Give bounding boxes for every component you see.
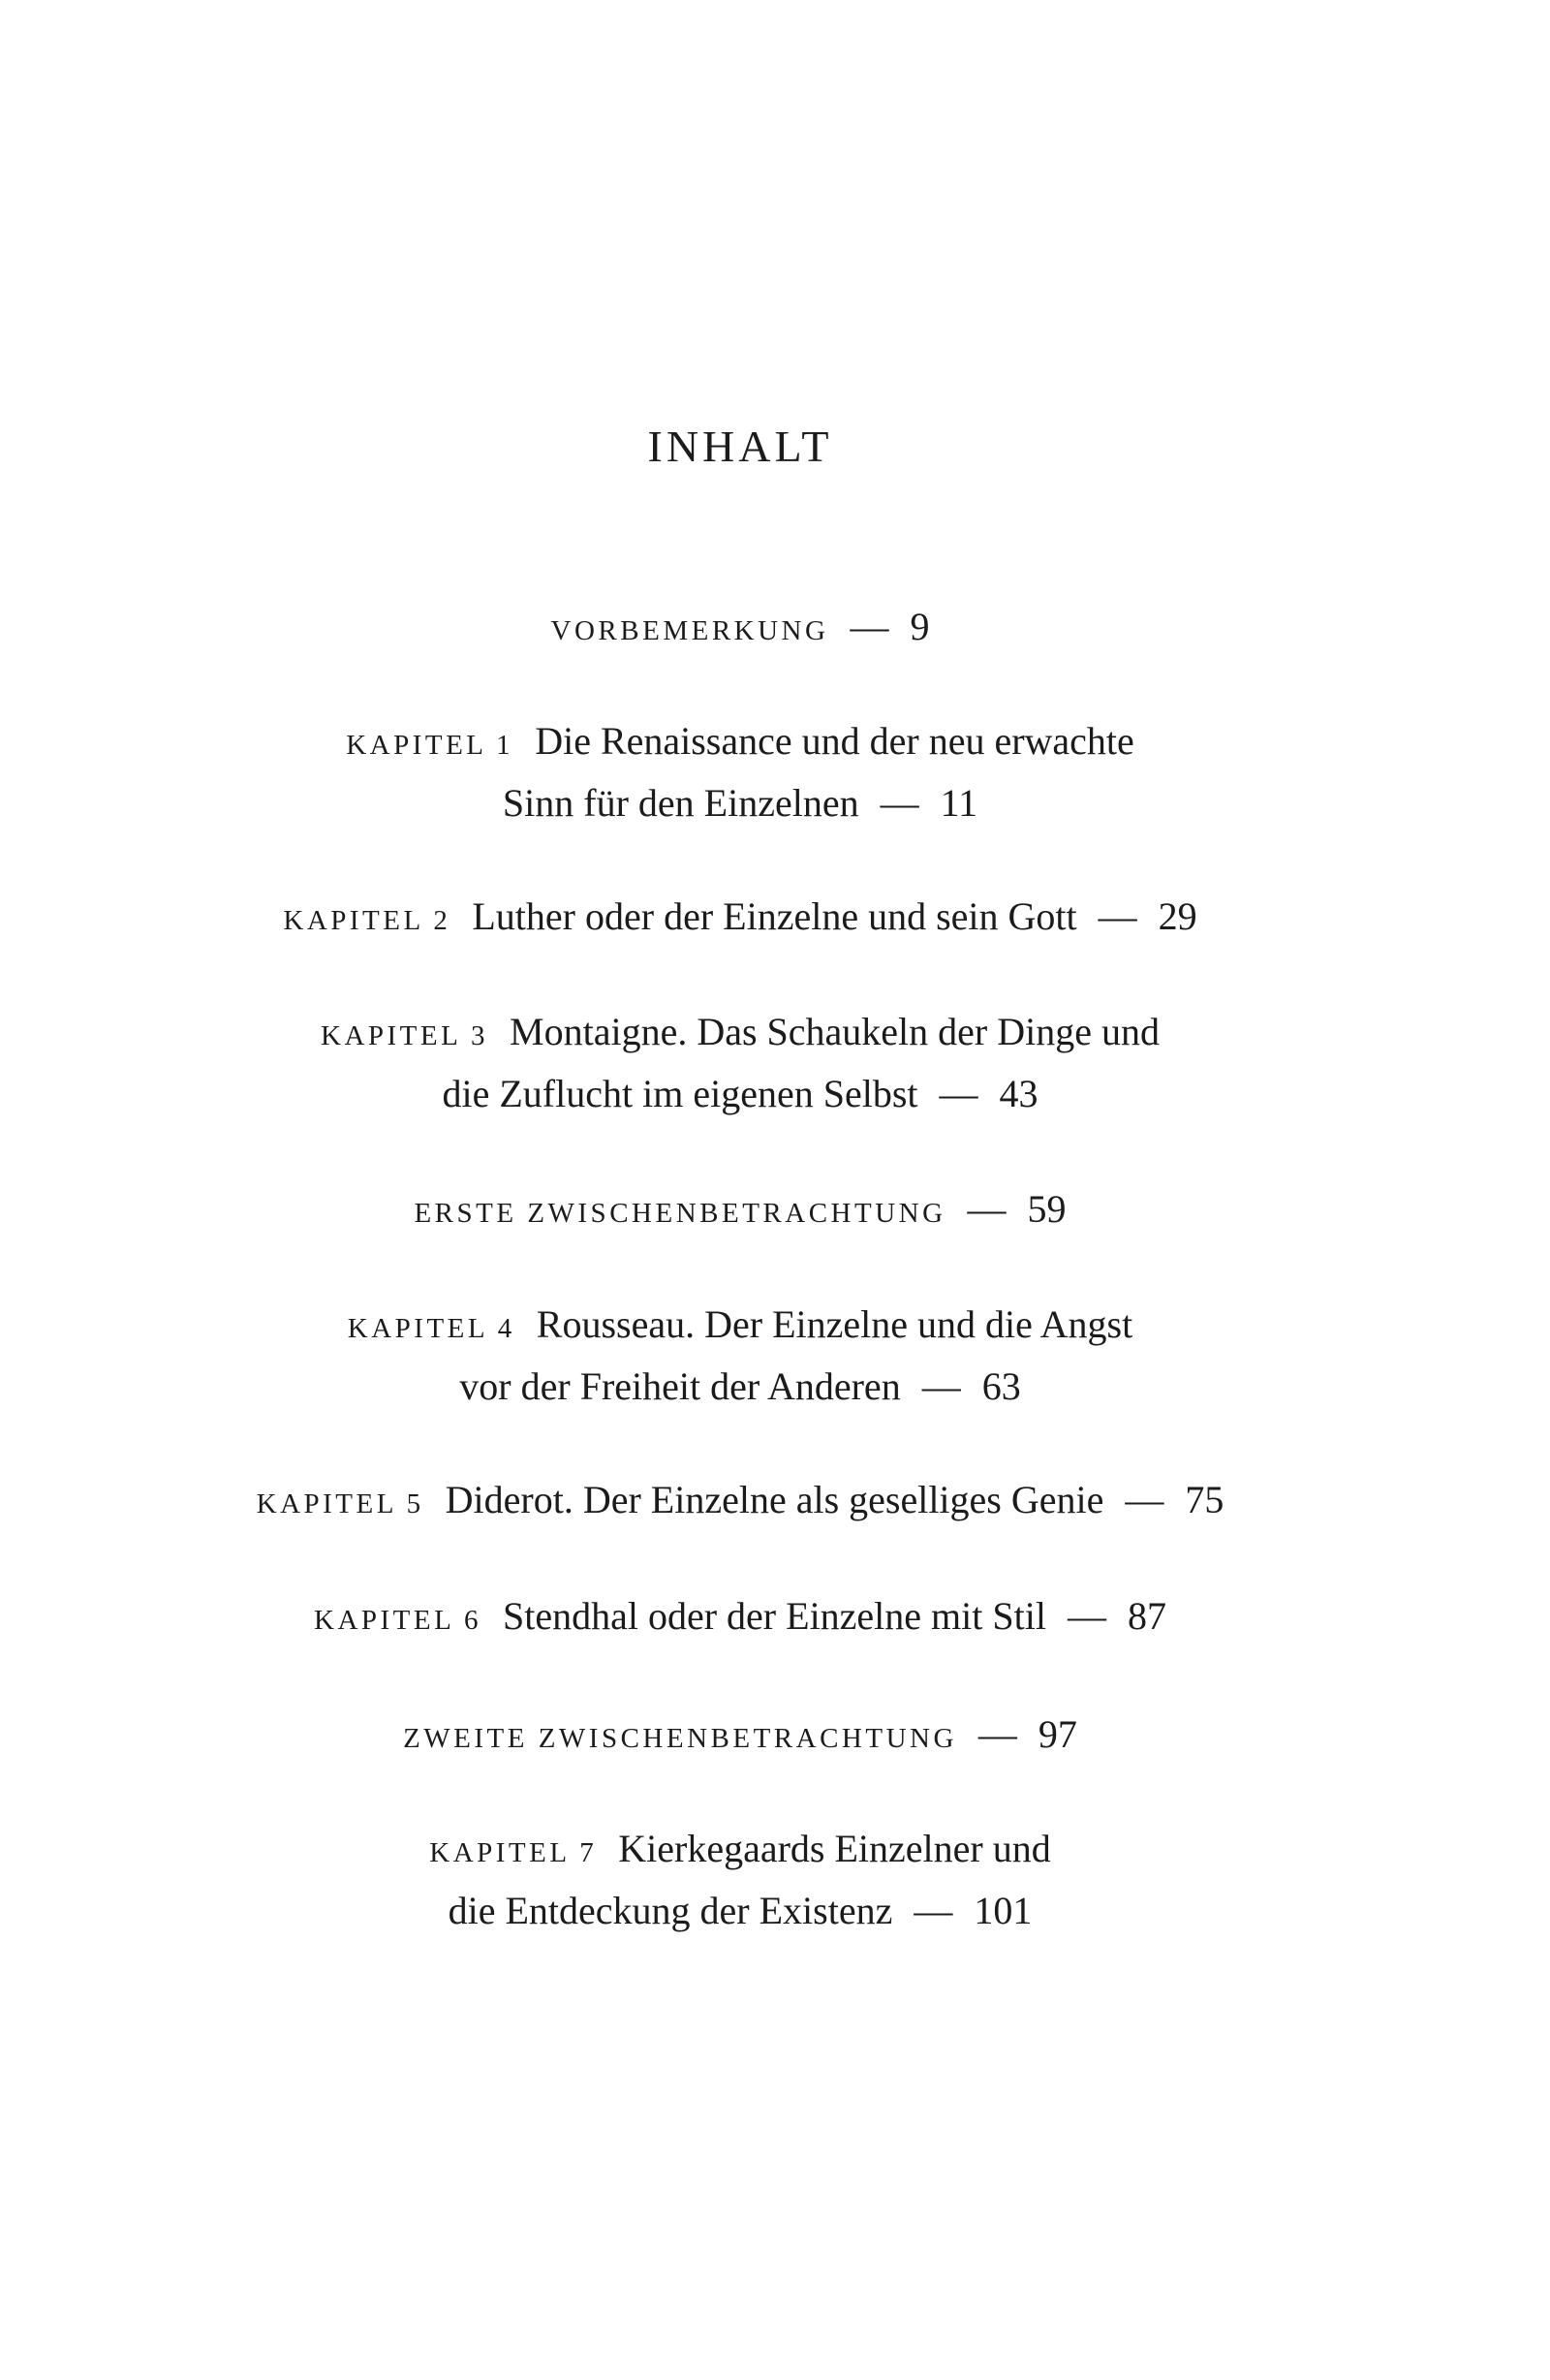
toc-chapter-title-line-2: die Entdeckung der Existenz: [448, 1889, 893, 1932]
toc-page-number: 29: [1158, 894, 1197, 938]
toc-separator: —: [939, 1072, 978, 1115]
toc-entry-label: ERSTE ZWISCHENBETRACHTUNG: [414, 1198, 946, 1229]
toc-entry-erste-zwischenbetrachtung: [0, 1180, 1480, 1242]
toc-entry-label: ZWEITE ZWISCHENBETRACHTUNG: [403, 1723, 957, 1754]
toc-entry-kapitel-2: [0, 888, 1480, 950]
toc-page-number: 59: [1027, 1187, 1067, 1231]
toc-page-number: 43: [999, 1072, 1038, 1115]
toc-separator: —: [977, 1712, 1017, 1756]
toc-chapter-label: KAPITEL 7: [429, 1837, 598, 1868]
toc-separator: —: [1125, 1478, 1164, 1521]
toc-separator: —: [850, 605, 889, 648]
toc-chapter-title-line-1: Luther oder der Einzelne und sein Gott: [472, 894, 1077, 938]
toc-chapter-label: KAPITEL 1: [346, 730, 514, 761]
toc-chapter-title-line-2: die Zuflucht im eigenen Selbst: [442, 1072, 918, 1115]
toc-page-number: 11: [940, 781, 978, 825]
toc-chapter-label: KAPITEL 5: [256, 1488, 424, 1519]
toc-entry-kapitel-3: [0, 1003, 1480, 1123]
toc-entry-kapitel-6: [0, 1587, 1480, 1649]
toc-page-number: 87: [1127, 1594, 1166, 1638]
toc-chapter-title-line-2: vor der Freiheit der Anderen: [459, 1364, 901, 1408]
toc-entry-vorbemerkung: [0, 598, 1480, 660]
toc-chapter-label: KAPITEL 2: [283, 905, 451, 936]
toc-separator: —: [1098, 894, 1137, 938]
toc-separator: —: [914, 1889, 953, 1932]
toc-entry-kapitel-4: [0, 1296, 1480, 1416]
toc-chapter-label: KAPITEL 6: [314, 1605, 481, 1636]
toc-separator: —: [921, 1364, 961, 1408]
toc-chapter-title-line-1: Stendhal oder der Einzelne mit Stil: [503, 1594, 1046, 1638]
toc-chapter-title-line-1: Die Renaissance und der neu erwachte: [535, 719, 1134, 763]
toc-page-number: 101: [974, 1889, 1033, 1932]
toc-page-number: 9: [910, 605, 930, 648]
toc-entry-label: VORBEMERKUNG: [550, 615, 829, 646]
toc-separator: —: [880, 781, 919, 825]
toc-page-number: 63: [981, 1364, 1021, 1408]
toc-entry-kapitel-5: [0, 1471, 1480, 1533]
toc-page-number: 97: [1038, 1712, 1077, 1756]
toc-chapter-title-line-1: Diderot. Der Einzelne als geselliges Genie: [445, 1478, 1104, 1521]
toc-separator: —: [1067, 1594, 1106, 1638]
toc-chapter-label: KAPITEL 4: [347, 1313, 515, 1344]
toc-chapter-label: KAPITEL 3: [321, 1020, 489, 1051]
toc-entry-kapitel-1: [0, 712, 1480, 832]
toc-entry-kapitel-7: [0, 1820, 1480, 1940]
page-title: INHALT: [647, 422, 833, 471]
toc-chapter-title-line-1: Montaigne. Das Schaukeln der Dinge und: [510, 1010, 1160, 1053]
toc-separator: —: [967, 1187, 1007, 1231]
toc-chapter-title-line-2: Sinn für den Einzelnen: [502, 781, 859, 825]
toc-page-number: 75: [1185, 1478, 1224, 1521]
toc-chapter-title-line-1: Rousseau. Der Einzelne und die Angst: [536, 1302, 1133, 1346]
toc-chapter-title-line-1: Kierkegaards Einzelner und: [618, 1827, 1051, 1870]
toc-entry-zweite-zwischenbetrachtung: [0, 1706, 1480, 1768]
